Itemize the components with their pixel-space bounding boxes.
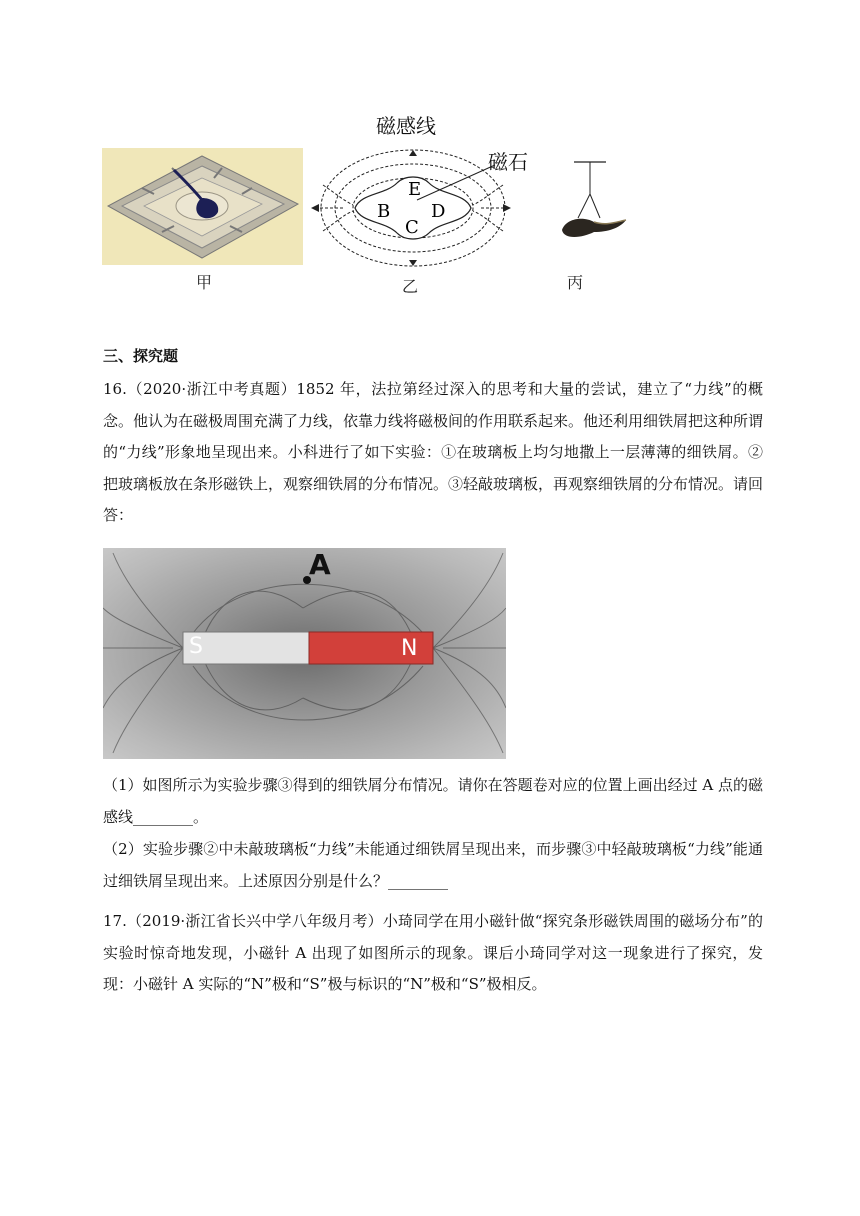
point-a-label: A bbox=[309, 548, 331, 581]
lodestone-callout: 磁石 bbox=[488, 150, 528, 174]
letter-e: E bbox=[408, 179, 422, 200]
letter-c: C bbox=[405, 217, 419, 238]
figure-jia-label: 甲 bbox=[196, 273, 213, 292]
figure-jia-image bbox=[102, 148, 303, 265]
iron-filings-photo bbox=[103, 548, 506, 759]
letter-b: B bbox=[377, 201, 391, 222]
section-title: 三、探究题 bbox=[103, 347, 179, 365]
figure-yi-label: 乙 bbox=[402, 277, 419, 296]
magnet-s-label: S bbox=[189, 634, 203, 659]
sinan-drawing bbox=[102, 148, 303, 265]
letter-d: D bbox=[431, 201, 446, 222]
question-16-text: 16.（2020·浙江中考真题）1852 年，法拉第经过深入的思考和大量的尝试，建立了“力线”的概念。他认为在磁极周围充满了力线，依靠力线将磁极间的作用联系起来。他还利用细铁屑把这种所谓的“力线”形象地呈现出来。小科进行了如下实验：①在玻璃板上均匀地撒上一层薄薄的细铁屑。②把玻璃板放在条形磁铁上，观察细铁屑的分布情况。③轻敲玻璃板，再观察细铁屑的分布情况。请回答： bbox=[103, 380, 764, 524]
field-lines-title: 磁感线 bbox=[376, 114, 436, 138]
question-16-sub1: （1）如图所示为实验步骤③得到的细铁屑分布情况。请你在答题卷对应的位置上画出经过 A 点的磁感线________。 bbox=[103, 776, 763, 826]
question-17-text: 17.（2019·浙江省长兴中学八年级月考）小琦同学在用小磁针做“探究条形磁铁周围的磁场分布”的实验时惊奇地发现，小磁针 A 出现了如图所示的现象。课后小琦同学对这一现象进行了探究，发现：小磁针 A 实际的“N”极和“S”极与标识的“N”极和“S”极相反。 bbox=[103, 912, 763, 993]
figure-bing bbox=[554, 156, 634, 246]
suspended-spoon-drawing bbox=[554, 156, 634, 246]
figure-bing-label: 丙 bbox=[567, 273, 584, 292]
magnet-n-label: N bbox=[401, 636, 418, 661]
question-16-sub2: （2）实验步骤②中未敲玻璃板“力线”未能通过细铁屑呈现出来，而步骤③中轻敲玻璃板“力线”能通过细铁屑呈现出来。上述原因分别是什么？________ bbox=[103, 840, 763, 890]
iron-filings-pattern bbox=[103, 548, 506, 759]
